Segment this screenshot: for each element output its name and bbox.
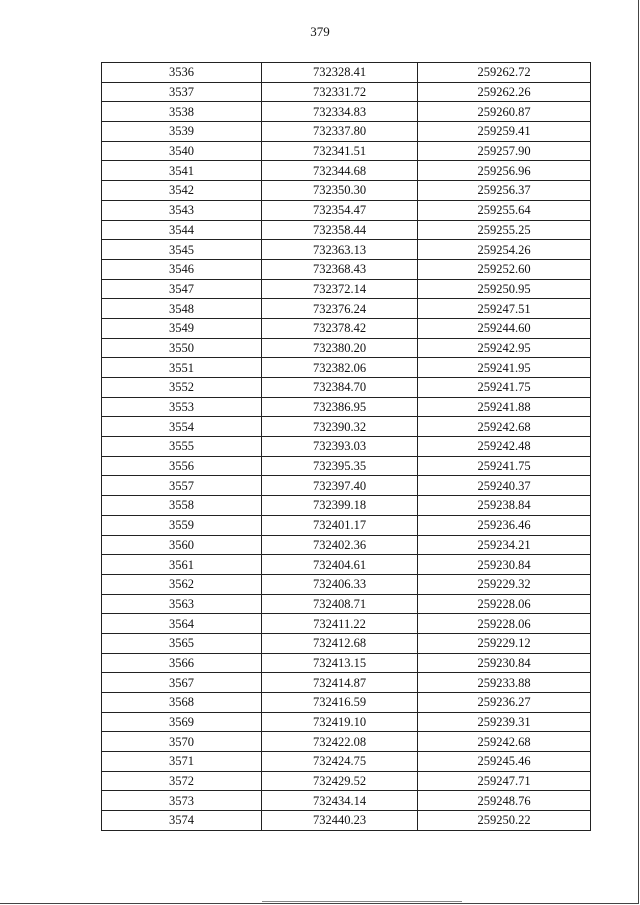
table-row	[102, 259, 591, 279]
table-row	[102, 515, 591, 535]
table-row	[102, 712, 591, 732]
point-number-cell: 3551	[102, 358, 262, 378]
table-row	[102, 63, 591, 83]
x-coordinate-cell: 732368.43	[262, 259, 418, 279]
point-number-cell: 3571	[102, 752, 262, 772]
point-number-cell: 3549	[102, 318, 262, 338]
table-row	[102, 633, 591, 653]
x-coordinate-cell: 732334.83	[262, 102, 418, 122]
x-coordinate-cell: 732397.40	[262, 476, 418, 496]
table-row	[102, 240, 591, 260]
y-coordinate-cell: 259238.84	[418, 496, 591, 516]
table-row	[102, 338, 591, 358]
x-coordinate-cell: 732406.33	[262, 574, 418, 594]
x-coordinate-cell: 732376.24	[262, 299, 418, 319]
table-row	[102, 141, 591, 161]
point-number-cell: 3537	[102, 82, 262, 102]
point-number-cell: 3570	[102, 732, 262, 752]
point-number-cell: 3547	[102, 279, 262, 299]
y-coordinate-cell: 259228.06	[418, 614, 591, 634]
y-coordinate-cell: 259234.21	[418, 535, 591, 555]
point-number-cell: 3561	[102, 555, 262, 575]
y-coordinate-cell: 259247.51	[418, 299, 591, 319]
table-row	[102, 220, 591, 240]
point-number-cell: 3546	[102, 259, 262, 279]
point-number-cell: 3572	[102, 771, 262, 791]
y-coordinate-cell: 259241.75	[418, 378, 591, 398]
y-coordinate-cell: 259255.64	[418, 200, 591, 220]
x-coordinate-cell: 732331.72	[262, 82, 418, 102]
table-row	[102, 161, 591, 181]
x-coordinate-cell: 732416.59	[262, 693, 418, 713]
point-number-cell: 3563	[102, 594, 262, 614]
point-number-cell: 3560	[102, 535, 262, 555]
y-coordinate-cell: 259242.48	[418, 437, 591, 457]
table-row	[102, 397, 591, 417]
table-row	[102, 279, 591, 299]
table-row	[102, 378, 591, 398]
table-row	[102, 771, 591, 791]
point-number-cell: 3559	[102, 515, 262, 535]
x-coordinate-cell: 732382.06	[262, 358, 418, 378]
x-coordinate-cell: 732414.87	[262, 673, 418, 693]
point-number-cell: 3555	[102, 437, 262, 457]
table-row	[102, 496, 591, 516]
y-coordinate-cell: 259259.41	[418, 122, 591, 142]
point-number-cell: 3573	[102, 791, 262, 811]
table-row	[102, 693, 591, 713]
table-row	[102, 200, 591, 220]
x-coordinate-cell: 732328.41	[262, 63, 418, 83]
x-coordinate-cell: 732402.36	[262, 535, 418, 555]
y-coordinate-cell: 259256.37	[418, 181, 591, 201]
table-row	[102, 594, 591, 614]
table-row	[102, 417, 591, 437]
y-coordinate-cell: 259262.72	[418, 63, 591, 83]
table-row	[102, 574, 591, 594]
table-row	[102, 614, 591, 634]
point-number-cell: 3544	[102, 220, 262, 240]
point-number-cell: 3567	[102, 673, 262, 693]
x-coordinate-cell: 732384.70	[262, 378, 418, 398]
y-coordinate-cell: 259241.95	[418, 358, 591, 378]
x-coordinate-cell: 732378.42	[262, 318, 418, 338]
y-coordinate-cell: 259247.71	[418, 771, 591, 791]
y-coordinate-cell: 259255.25	[418, 220, 591, 240]
point-number-cell: 3569	[102, 712, 262, 732]
point-number-cell: 3542	[102, 181, 262, 201]
y-coordinate-cell: 259229.32	[418, 574, 591, 594]
point-number-cell: 3568	[102, 693, 262, 713]
table-row	[102, 82, 591, 102]
point-number-cell: 3556	[102, 456, 262, 476]
point-number-cell: 3564	[102, 614, 262, 634]
x-coordinate-cell: 732412.68	[262, 633, 418, 653]
coordinates-table	[101, 62, 591, 831]
y-coordinate-cell: 259244.60	[418, 318, 591, 338]
table-row	[102, 102, 591, 122]
y-coordinate-cell: 259240.37	[418, 476, 591, 496]
x-coordinate-cell: 732386.95	[262, 397, 418, 417]
y-coordinate-cell: 259241.88	[418, 397, 591, 417]
x-coordinate-cell: 732411.22	[262, 614, 418, 634]
point-number-cell: 3540	[102, 141, 262, 161]
x-coordinate-cell: 732363.13	[262, 240, 418, 260]
y-coordinate-cell: 259236.27	[418, 693, 591, 713]
x-coordinate-cell: 732350.30	[262, 181, 418, 201]
y-coordinate-cell: 259230.84	[418, 555, 591, 575]
y-coordinate-cell: 259250.95	[418, 279, 591, 299]
x-coordinate-cell: 732440.23	[262, 811, 418, 831]
point-number-cell: 3574	[102, 811, 262, 831]
point-number-cell: 3550	[102, 338, 262, 358]
point-number-cell: 3543	[102, 200, 262, 220]
y-coordinate-cell: 259245.46	[418, 752, 591, 772]
point-number-cell: 3558	[102, 496, 262, 516]
y-coordinate-cell: 259230.84	[418, 653, 591, 673]
table-row	[102, 358, 591, 378]
x-coordinate-cell: 732380.20	[262, 338, 418, 358]
table-row	[102, 181, 591, 201]
y-coordinate-cell: 259252.60	[418, 259, 591, 279]
y-coordinate-cell: 259236.46	[418, 515, 591, 535]
x-coordinate-cell: 732341.51	[262, 141, 418, 161]
x-coordinate-cell: 732413.15	[262, 653, 418, 673]
y-coordinate-cell: 259257.90	[418, 141, 591, 161]
x-coordinate-cell: 732399.18	[262, 496, 418, 516]
point-number-cell: 3541	[102, 161, 262, 181]
table-row	[102, 811, 591, 831]
y-coordinate-cell: 259242.95	[418, 338, 591, 358]
point-number-cell: 3562	[102, 574, 262, 594]
coordinates-table-body	[102, 63, 591, 831]
y-coordinate-cell: 259254.26	[418, 240, 591, 260]
x-coordinate-cell: 732419.10	[262, 712, 418, 732]
x-coordinate-cell: 732344.68	[262, 161, 418, 181]
table-row	[102, 732, 591, 752]
table-row	[102, 535, 591, 555]
point-number-cell: 3553	[102, 397, 262, 417]
table-row	[102, 476, 591, 496]
y-coordinate-cell: 259228.06	[418, 594, 591, 614]
x-coordinate-cell: 732395.35	[262, 456, 418, 476]
point-number-cell: 3552	[102, 378, 262, 398]
page-number: 379	[310, 24, 330, 39]
x-coordinate-cell: 732429.52	[262, 771, 418, 791]
point-number-cell: 3557	[102, 476, 262, 496]
point-number-cell: 3536	[102, 63, 262, 83]
footer-line	[262, 901, 462, 902]
point-number-cell: 3545	[102, 240, 262, 260]
y-coordinate-cell: 259242.68	[418, 417, 591, 437]
table-row	[102, 555, 591, 575]
y-coordinate-cell: 259260.87	[418, 102, 591, 122]
y-coordinate-cell: 259262.26	[418, 82, 591, 102]
x-coordinate-cell: 732408.71	[262, 594, 418, 614]
point-number-cell: 3538	[102, 102, 262, 122]
table-row	[102, 673, 591, 693]
y-coordinate-cell: 259256.96	[418, 161, 591, 181]
point-number-cell: 3548	[102, 299, 262, 319]
y-coordinate-cell: 259248.76	[418, 791, 591, 811]
x-coordinate-cell: 732358.44	[262, 220, 418, 240]
x-coordinate-cell: 732424.75	[262, 752, 418, 772]
x-coordinate-cell: 732372.14	[262, 279, 418, 299]
table-row	[102, 653, 591, 673]
x-coordinate-cell: 732434.14	[262, 791, 418, 811]
y-coordinate-cell: 259229.12	[418, 633, 591, 653]
table-row	[102, 122, 591, 142]
table-row	[102, 318, 591, 338]
x-coordinate-cell: 732393.03	[262, 437, 418, 457]
y-coordinate-cell: 259239.31	[418, 712, 591, 732]
x-coordinate-cell: 732337.80	[262, 122, 418, 142]
y-coordinate-cell: 259242.68	[418, 732, 591, 752]
x-coordinate-cell: 732404.61	[262, 555, 418, 575]
point-number-cell: 3554	[102, 417, 262, 437]
point-number-cell: 3565	[102, 633, 262, 653]
table-row	[102, 456, 591, 476]
y-coordinate-cell: 259233.88	[418, 673, 591, 693]
table-row	[102, 752, 591, 772]
y-coordinate-cell: 259241.75	[418, 456, 591, 476]
table-row	[102, 791, 591, 811]
x-coordinate-cell: 732354.47	[262, 200, 418, 220]
table-row	[102, 437, 591, 457]
x-coordinate-cell: 732422.08	[262, 732, 418, 752]
point-number-cell: 3539	[102, 122, 262, 142]
table-row	[102, 299, 591, 319]
x-coordinate-cell: 732390.32	[262, 417, 418, 437]
point-number-cell: 3566	[102, 653, 262, 673]
x-coordinate-cell: 732401.17	[262, 515, 418, 535]
y-coordinate-cell: 259250.22	[418, 811, 591, 831]
